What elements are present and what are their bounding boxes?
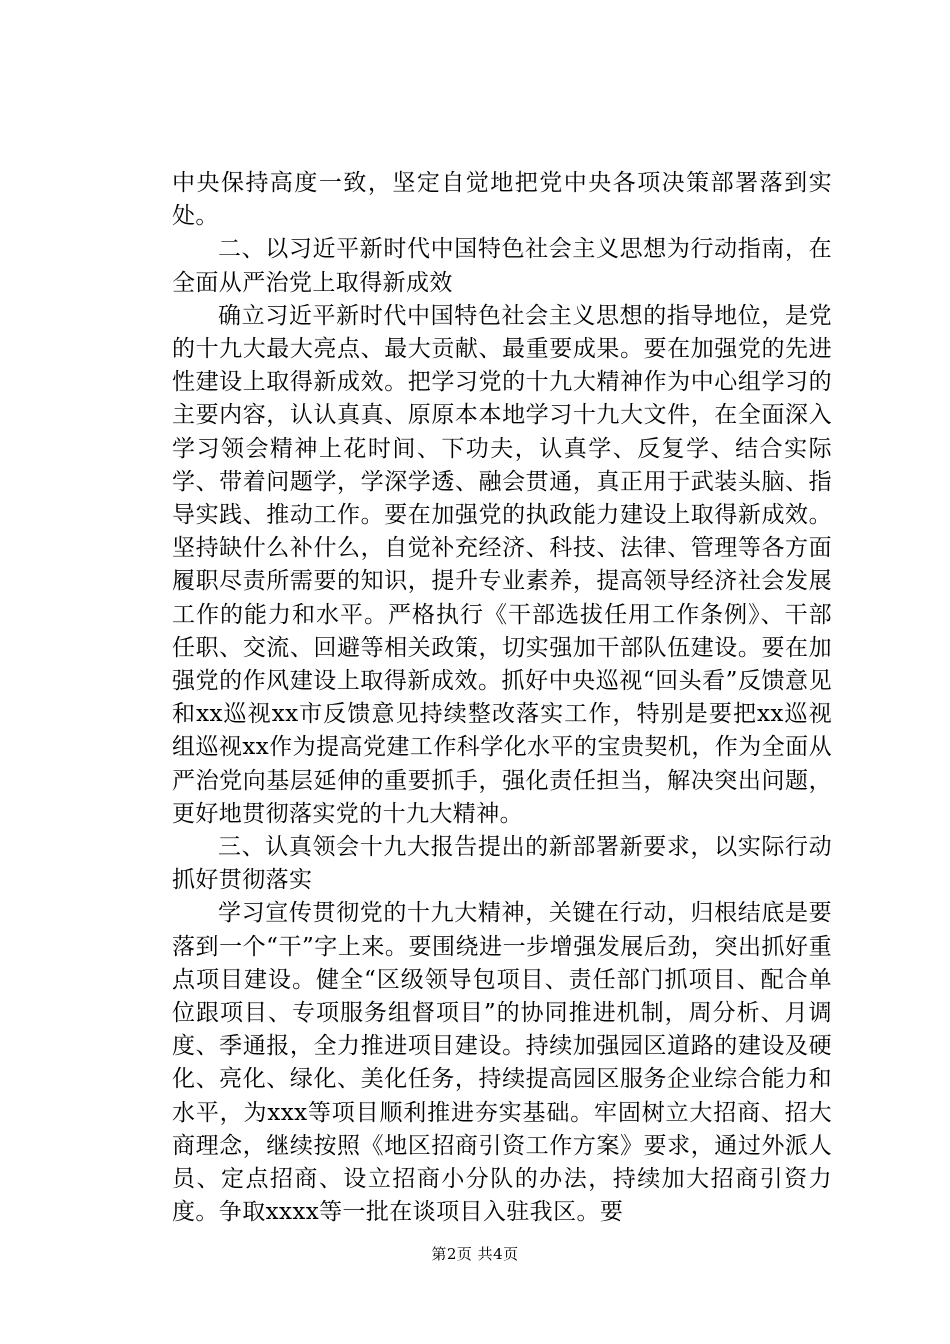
section-heading-2: 二、以习近平新时代中国特色社会主义思想为行动指南，在全面从严治党上取得新成效	[172, 236, 832, 296]
section-heading-3: 三、认真领会十九大报告提出的新部署新要求，以实际行动抓好贯彻落实	[172, 834, 832, 894]
paragraph-section-2-body: 确立习近平新时代中国特色社会主义思想的指导地位，是党的十九大最大亮点、最大贡献、最重要成果。要在加强党的先进性建设上取得新成效。把学习党的十九大精神作为中心组学习的主要内容，认认真真、原原本本地学习十九大文件，在全面深入学习领会精神上花时间、下功夫，认真学、反复学、结合实际学、带着问题学，学深学透、融会贯通，真正用于武装头脑、指导实践、推动工作。要在加强党的执政能力建设上取得新成效。坚持缺什么补什么，自觉补充经济、科技、法律、管理等各方面履职尽责所需要的知识，提升专业素养，提高领导经济社会发展工作的能力和水平。严格执行《干部选拔任用工作条例》、干部任职、交流、回避等相关政策，切实强加干部队伍建设。要在加强党的作风建设上取得新成效。抓好中央巡视“回头看”反馈意见和xx巡视xx市反馈意见持续整改落实工作，特别是要把xx巡视组巡视xx作为提高党建工作科学化水平的宝贵契机，作为全面从严治党向基层延伸的重要抓手，强化责任担当，解决突出问题，更好地贯彻落实党的十九大精神。	[172, 302, 832, 827]
paragraph-continuation: 中央保持高度一致，坚定自觉地把党中央各项决策部署落到实处。	[172, 170, 832, 230]
document-body	[172, 167, 832, 1230]
page-number-footer: 第2页 共4页	[431, 1245, 519, 1263]
paragraph-section-3-body: 学习宣传贯彻党的十九大精神，关键在行动，归根结底是要落到一个“干”字上来。要围绕进一步增强发展后劲，突出抓好重点项目建设。健全“区级领导包项目、责任部门抓项目、配合单位跟项目、专项服务组督项目”的协同推进机制，周分析、月调度、季通报，全力推进项目建设。持续加强园区道路的建设及硬化、亮化、绿化、美化任务，持续提高园区服务企业综合能力和水平，为xxx等项目顺利推进夯实基础。牢固树立大招商、招大商理念，继续按照《地区招商引资工作方案》要求，通过外派人员、定点招商、设立招商小分队的办法，持续加大招商引资力度。争取xxxx等一批在谈项目入驻我区。要	[172, 900, 832, 1226]
